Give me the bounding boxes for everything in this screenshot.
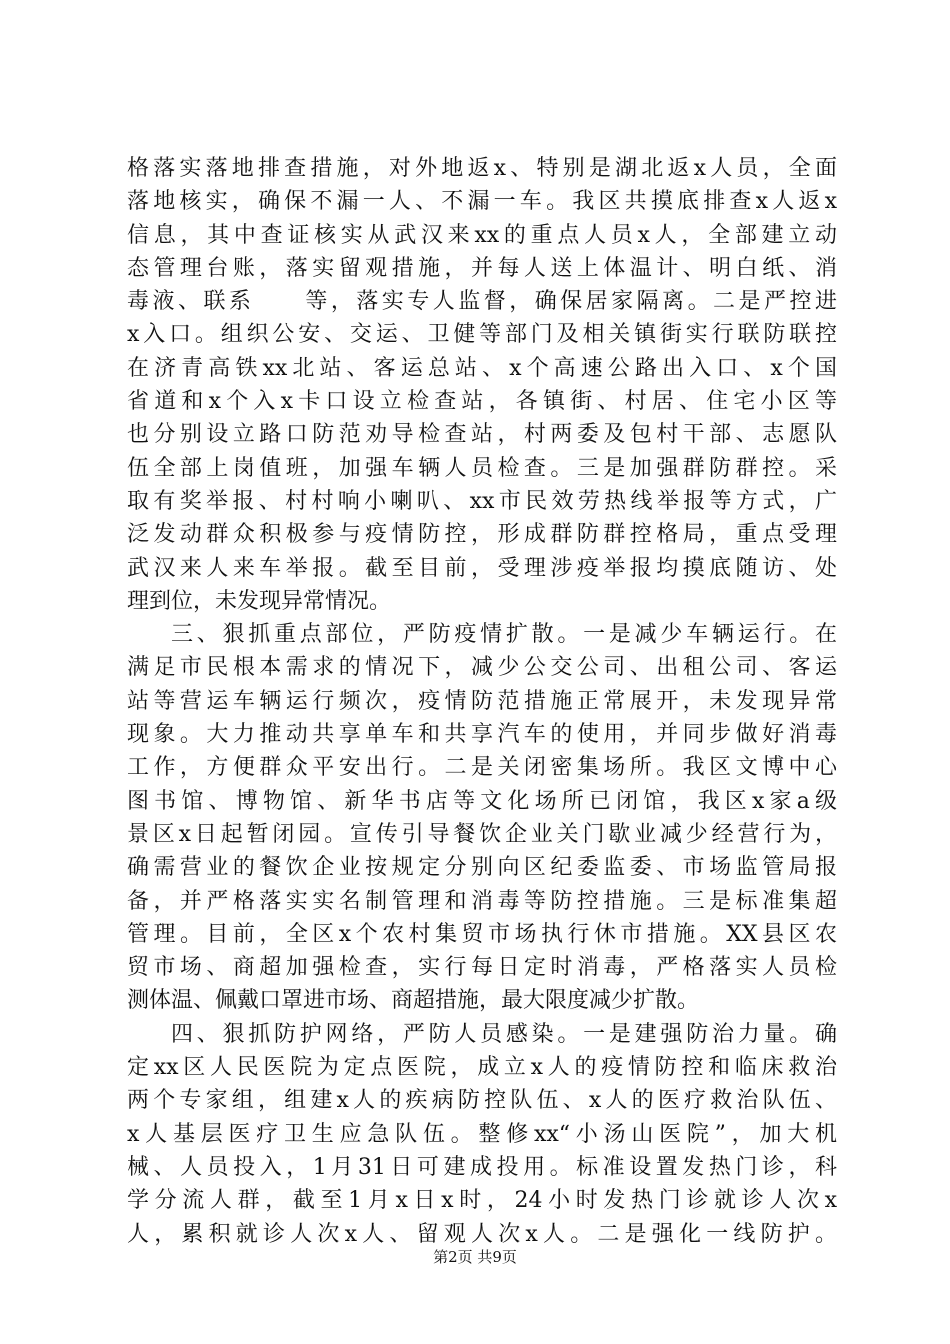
text-line: 理到位，未发现异常情况。 <box>127 588 392 614</box>
text-line: 也分别设立路口防范劝导检查站，村两委及包村干部、志愿队 <box>127 422 837 448</box>
text-line: 械、人员投入，1月31日可建成投用。标准设置发热门诊，科 <box>127 1154 837 1180</box>
text-line: 泛发动群众积极参与疫情防控，形成群防群控格局，重点受理 <box>127 522 837 548</box>
text-line: 管理。目前，全区x个农村集贸市场执行休市措施。XX县区农 <box>127 921 837 947</box>
text-line: 省道和x个入x卡口设立检查站，各镇街、村居、住宅小区等 <box>127 389 837 415</box>
text-line: 备，并严格落实实名制管理和消毒等防控措施。三是标准集超 <box>127 888 837 914</box>
text-line: 测体温、佩戴口罩进市场、商超措施，最大限度减少扩散。 <box>127 988 700 1014</box>
text-line: 站等营运车辆运行频次，疫情防范措施正常展开，未发现异常 <box>127 688 837 714</box>
text-line: 现象。大力推动共享单车和共享汽车的使用，并同步做好消毒 <box>127 722 837 748</box>
document-body <box>127 152 837 1251</box>
text-line: 态管理台账，落实留观措施，并每人送上体温计、明白纸、消 <box>127 255 837 281</box>
text-line: 学分流人群，截至1月x日x时，24小时发热门诊就诊人次x <box>127 1188 837 1214</box>
text-line: 人，累积就诊人次x人、留观人次x人。二是强化一线防护。 <box>127 1221 837 1247</box>
text-line: 落地核实，确保不漏一人、不漏一车。我区共摸底排查x人返x <box>127 189 837 215</box>
text-line: 图书馆、博物馆、新华书店等文化场所已闭馆，我区x家a级 <box>127 788 837 814</box>
text-line: 取有奖举报、村村响小喇叭、xx市民效劳热线举报等方式，广 <box>127 488 837 514</box>
paragraph-heading-line: 四、狠抓防护网络，严防人员感染。一是建强防治力量。确 <box>171 1021 837 1047</box>
text-line: 武汉来人来车举报。截至目前，受理涉疫举报均摸底随访、处 <box>127 555 837 581</box>
text-line: 伍全部上岗值班，加强车辆人员检查。三是加强群防群控。采 <box>127 455 837 481</box>
text-line: 在济青高铁xx北站、客运总站、x个高速公路出入口、x个国 <box>127 355 837 381</box>
paragraph-heading-line: 三、狠抓重点部位，严防疫情扩散。一是减少车辆运行。在 <box>171 622 837 648</box>
text-line: 格落实落地排查措施，对外地返x、特别是湖北返x人员，全面 <box>127 156 837 181</box>
text-line: 定xx区人民医院为定点医院，成立x人的疫情防控和临床救治 <box>127 1055 837 1081</box>
text-line: 两个专家组，组建x人的疾病防控队伍、x人的医疗救治队伍、 <box>127 1088 837 1114</box>
text-line: 信息，其中查证核实从武汉来xx的重点人员x人，全部建立动 <box>127 222 837 248</box>
text-line: x入口。组织公安、交运、卫健等部门及相关镇街实行联防联控 <box>127 322 837 348</box>
text-line: 工作，方便群众平安出行。二是关闭密集场所。我区文博中心 <box>127 755 837 781</box>
text-line: 确需营业的餐饮企业按规定分别向区纪委监委、市场监管局报 <box>127 855 837 881</box>
text-line: 贸市场、商超加强检查，实行每日定时消毒，严格落实人员检 <box>127 955 837 981</box>
text-line: 满足市民根本需求的情况下，减少公交公司、出租公司、客运 <box>127 655 837 681</box>
text-line: 景区x日起暂闭园。宣传引导餐饮企业关门歇业减少经营行为， <box>127 821 837 847</box>
page-number-footer: 第2页 共9页 <box>433 1248 517 1266</box>
text-line: x人基层医疗卫生应急队伍。整修xx“小汤山医院”，加大机 <box>127 1121 837 1147</box>
text-line: 毒液、联系 等，落实专人监督，确保居家隔离。二是严控进 <box>127 289 837 315</box>
